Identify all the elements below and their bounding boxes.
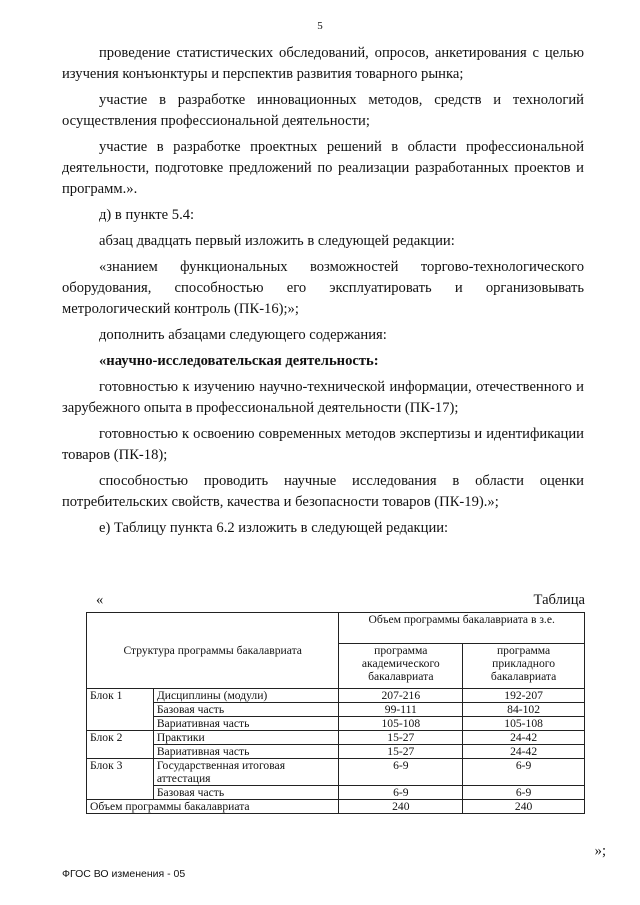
row-name: Вариативная часть xyxy=(153,745,339,759)
table-row xyxy=(87,703,585,717)
applied-value: 24-42 xyxy=(463,731,585,745)
table-row xyxy=(87,745,585,759)
page-number: 5 xyxy=(317,20,323,32)
row-name: Практики xyxy=(153,731,339,745)
closing-quote: »; xyxy=(594,843,606,859)
applied-value: 84-102 xyxy=(463,703,585,717)
academic-value: 99-111 xyxy=(339,703,463,717)
table-row xyxy=(87,717,585,731)
academic-value: 105-108 xyxy=(339,717,463,731)
total-applied: 240 xyxy=(463,800,585,814)
table-row xyxy=(87,689,585,703)
applied-value: 6-9 xyxy=(463,786,585,800)
academic-value: 207-216 xyxy=(339,689,463,703)
paragraph-1: проведение статистических обследований, опросов, анкетирования с целью изучения конъюнктуры и перспектив развития товарного рынка; xyxy=(62,45,584,82)
applied-value: 6-9 xyxy=(463,759,585,786)
paragraph-6: «знанием функциональных возможностей торгово-технологического оборудования, способностью его эксплуатировать и организовывать метрологический контроль (ПК-16);»; xyxy=(62,259,584,317)
total-label: Объем программы бакалавриата xyxy=(87,800,339,814)
paragraph-3: участие в разработке проектных решений в области профессиональной деятельности, подготовке предложений по реализации разработанных проектов и программ.». xyxy=(62,139,584,197)
paragraph-12: е) Таблицу пункта 6.2 изложить в следующей редакции: xyxy=(99,520,449,537)
paragraph-10: готовностью к освоению современных методов экспертизы и идентификации товаров (ПК-18); xyxy=(62,426,584,464)
paragraph-4: д) в пункте 5.4: xyxy=(99,206,195,223)
applied-value: 192-207 xyxy=(463,689,585,703)
row-name: Государственная итоговая аттестация xyxy=(153,759,339,786)
header-volume: Объем программы бакалавриата в з.е. xyxy=(339,613,585,644)
table-total-row xyxy=(87,800,585,814)
paragraph-7: дополнить абзацами следующего содержания: xyxy=(99,327,387,343)
block-label: Блок 3 xyxy=(87,759,154,800)
academic-value: 6-9 xyxy=(339,759,463,786)
table-row xyxy=(87,759,585,786)
table-row xyxy=(87,731,585,745)
total-academic: 240 xyxy=(339,800,463,814)
row-name: Базовая часть xyxy=(153,703,339,717)
academic-value: 15-27 xyxy=(339,731,463,745)
paragraph-5: абзац двадцать первый изложить в следующей редакции: xyxy=(99,233,455,249)
academic-value: 15-27 xyxy=(339,745,463,759)
paragraph-11: способностью проводить научные исследования в области оценки потребительских свойств, качества и безопасности товаров (ПК-19).»; xyxy=(62,473,584,511)
applied-value: 24-42 xyxy=(463,745,585,759)
program-structure-table xyxy=(86,612,585,814)
paragraph-9: готовностью к изучению научно-технической информации, отечественного и зарубежного опыта в профессиональной деятельности (ПК-17); xyxy=(62,379,584,417)
block-label: Блок 1 xyxy=(87,689,154,731)
header-applied: программа прикладного бакалавриата xyxy=(463,644,585,689)
block-label: Блок 2 xyxy=(87,731,154,759)
applied-value: 105-108 xyxy=(463,717,585,731)
document-body xyxy=(62,43,584,544)
paragraph-2: участие в разработке инновационных методов, средств и технологий осуществления профессиональной деятельности; xyxy=(62,92,584,129)
section-heading: «научно-исследовательская деятельность: xyxy=(99,353,379,370)
academic-value: 6-9 xyxy=(339,786,463,800)
table-row xyxy=(87,786,585,800)
row-name: Вариативная часть xyxy=(153,717,339,731)
footer-label: ФГОС ВО изменения - 05 xyxy=(62,868,186,880)
table-label: Таблица xyxy=(533,592,585,608)
row-name: Базовая часть xyxy=(153,786,339,800)
header-academic: программа академического бакалавриата xyxy=(339,644,463,689)
table-caption xyxy=(96,592,585,612)
open-quote: « xyxy=(96,592,104,608)
header-structure: Структура программы бакалавриата xyxy=(87,613,339,689)
row-name: Дисциплины (модули) xyxy=(153,689,339,703)
